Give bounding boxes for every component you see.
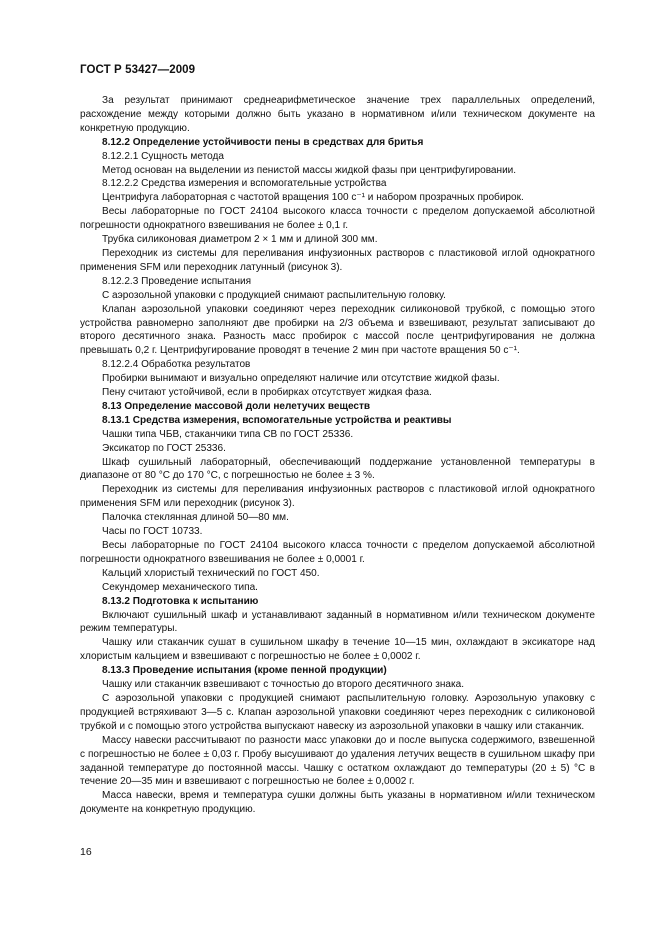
paragraph: Весы лабораторные по ГОСТ 24104 высокого класса точности с пределом допускаемой абсолютной погрешности однократного взвешивания не более ± 0,0001 г. [80, 540, 595, 565]
paragraph: Часы по ГОСТ 10733. [102, 526, 203, 538]
section-heading: 8.13 Определение массовой доли нелетучих веществ [102, 400, 371, 412]
section-heading: 8.13.1 Средства измерения, вспомогательные устройства и реактивы [102, 414, 452, 426]
paragraph: Секундомер механического типа. [102, 581, 258, 593]
paragraph: Метод основан на выделении из пенистой массы жидкой фазы при центрифугировании. [102, 164, 517, 176]
paragraph: Весы лабораторные по ГОСТ 24104 высокого класса точности с пределом допускаемой абсолютной погрешности однократного взвешивания не более ± 0,1 г. [80, 206, 595, 232]
paragraph: Клапан аэрозольной упаковки соединяют через переходник силиконовой трубкой, с помощью этого устройства равномерно заполняют две пробирки на 2/3 объема и взвешивают, результат записывают до второго десятичного знака. Разность масс пробирок с массой после центрифугирования не должна превышать 0,2 г. Центрифугирование проводят в течение 2 мин при частоте вращения 50 с⁻¹. [80, 303, 595, 357]
document-body [80, 94, 595, 817]
paragraph: Центрифуга лабораторная с частотой вращения 100 с⁻¹ и набором прозрачных пробирок. [102, 192, 524, 204]
paragraph: Переходник из системы для переливания инфузионных растворов с пластиковой иглой однократного применения SFM или переходник латунный (рисунок 3). [80, 247, 595, 273]
section-heading: 8.13.3 Проведение испытания (кроме пенной продукции) [102, 665, 387, 677]
paragraph: Трубка силиконовая диаметром 2 × 1 мм и длиной 300 мм. [102, 234, 378, 246]
section-heading: 8.13.2 Подготовка к испытанию [102, 595, 259, 607]
section-heading: 8.12.2 Определение устойчивости пены в средствах для бритья [102, 136, 424, 148]
paragraph: Включают сушильный шкаф и устанавливают заданный в нормативном и/или техническом документе режим температуры. [80, 609, 595, 635]
subsection-heading: 8.12.2.3 Проведение испытания [102, 275, 252, 287]
paragraph: За результат принимают среднеарифметическое значение трех параллельных определений, расхождение между которыми должно быть указано в нормативном и/или техническом документе на конкретную продукцию. [80, 95, 595, 134]
paragraph: Чашку или стаканчик сушат в сушильном шкафу в течение 10—15 мин, охлаждают в эксикаторе над хлористым кальцием и взвешивают с погрешностью не более ± 0,0002 г. [80, 637, 595, 663]
paragraph: Чашку или стаканчик взвешивают с точностью до второго десятичного знака. [102, 679, 464, 691]
paragraph: С аэрозольной упаковки с продукцией снимают распылительную головку. Аэрозольную упаковку с продукцией встряхивают 3—5 с. Клапан аэрозольной упаковки соединяют через переходник с силиконовой трубкой и с помощью этого устройства выпускают навеску из аэрозольной упаковки в чашку или стаканчик. [80, 692, 595, 732]
paragraph: Палочка стеклянная длиной 50—80 мм. [102, 512, 289, 524]
paragraph: Массу навески рассчитывают по разности масс упаковки до и после выпуска содержимого, взвешенной с погрешностью не более ± 0,03 г. Пробу высушивают до удаления летучих веществ в сушильном шкафу при заданной температуре до постоянной массы. Чашку с остатком охлаждают до температуры (20 ± 5) °С в течение 20—35 мин и взвешивают с погрешностью не более ± 0,0002 г. [80, 734, 595, 788]
paragraph: Пену считают устойчивой, если в пробирках отсутствует жидкая фаза. [102, 387, 432, 399]
page-number: 16 [80, 846, 92, 858]
paragraph: Шкаф сушильный лабораторный, обеспечивающий поддержание установленной температуры в диапазоне от 80 °С до 170 °С, с погрешностью не более ± 3 %. [80, 456, 595, 482]
paragraph: Пробирки вынимают и визуально определяют наличие или отсутствие жидкой фазы. [102, 373, 500, 385]
subsection-heading: 8.12.2.2 Средства измерения и вспомогательные устройства [102, 178, 387, 190]
document-header: ГОСТ Р 53427—2009 [80, 64, 196, 76]
paragraph: Кальций хлористый технический по ГОСТ 450. [102, 567, 320, 579]
paragraph: Эксикатор по ГОСТ 25336. [102, 442, 226, 454]
subsection-heading: 8.12.2.1 Сущность метода [102, 150, 224, 162]
paragraph: Масса навески, время и температура сушки должны быть указаны в нормативном и/или техническом документе на конкретную продукцию. [80, 790, 595, 816]
paragraph: Переходник из системы для переливания инфузионных растворов с пластиковой иглой однократного применения SFM или переходник (рисунок 3). [80, 484, 595, 510]
paragraph: С аэрозольной упаковки с продукцией снимают распылительную головку. [102, 289, 446, 301]
subsection-heading: 8.12.2.4 Обработка результатов [102, 359, 251, 371]
paragraph: Чашки типа ЧБВ, стаканчики типа СВ по ГОСТ 25336. [102, 428, 354, 440]
